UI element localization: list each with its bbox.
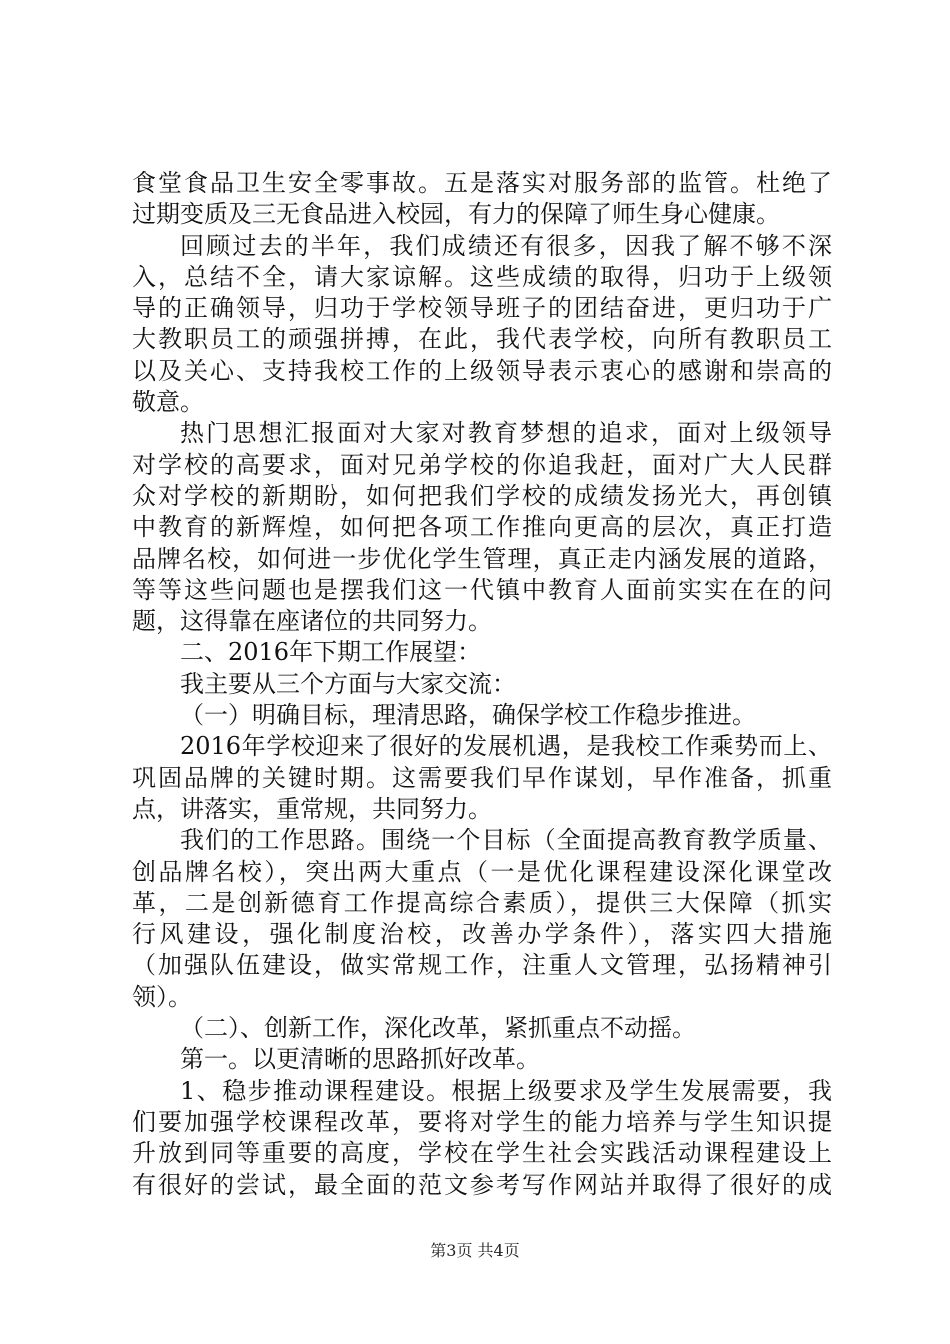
text-line: 有很好的尝试，最全面的范文参考写作网站并取得了很好的成 xyxy=(132,1170,832,1199)
text-line: 升放到同等重要的高度，学校在学生社会实践活动课程建设上 xyxy=(132,1139,832,1168)
text-line: 敬意。 xyxy=(132,388,204,417)
text-line: 以及关心、支持我校工作的上级领导表示衷心的感谢和崇高的 xyxy=(132,356,832,385)
document-body xyxy=(132,168,832,1201)
text-line: 我们的工作思路。围绕一个目标（全面提高教育教学质量、 xyxy=(180,826,832,855)
text-line: 入，总结不全，请大家谅解。这些成绩的取得，归功于上级领 xyxy=(132,262,832,291)
text-line: （二）、创新工作，深化改革，紧抓重点不动摇。 xyxy=(180,1014,696,1043)
text-line: 热门思想汇报面对大家对教育梦想的追求，面对上级领导 xyxy=(180,419,832,448)
text-line: （加强队伍建设，做实常规工作，注重人文管理，弘扬精神引 xyxy=(132,951,832,980)
text-line: 第一。以更清晰的思路抓好改革。 xyxy=(180,1045,540,1074)
text-line: （一）明确目标，理清思路，确保学校工作稳步推进。 xyxy=(180,701,756,730)
text-line: 题，这得靠在座诸位的共同努力。 xyxy=(132,607,492,636)
text-line: 导的正确领导，归功于学校领导班子的团结奋进，更归功于广 xyxy=(132,294,832,323)
text-line: 二、2016年下期工作展望： xyxy=(180,638,482,667)
text-line: 巩固品牌的关键时期。这需要我们早作谋划，早作准备，抓重 xyxy=(132,763,832,792)
page-number-label: 第3页 共4页 xyxy=(430,1241,520,1260)
text-line: 中教育的新辉煌，如何把各项工作推向更高的层次，真正打造 xyxy=(132,513,832,542)
text-line: 们要加强学校课程改革，要将对学生的能力培养与学生知识提 xyxy=(132,1107,832,1136)
text-line: 我主要从三个方面与大家交流： xyxy=(180,669,516,698)
text-line: 品牌名校，如何进一步优化学生管理，真正走内涵发展的道路， xyxy=(132,544,832,573)
page-footer xyxy=(0,1240,950,1262)
text-line: 众对学校的新期盼，如何把我们学校的成绩发扬光大，再创镇 xyxy=(132,481,832,510)
text-line: 2016年学校迎来了很好的发展机遇，是我校工作乘势而上、 xyxy=(180,732,832,761)
text-line: 等等这些问题也是摆我们这一代镇中教育人面前实实在在的问 xyxy=(132,575,832,604)
text-line: 点，讲落实，重常规，共同努力。 xyxy=(132,794,492,823)
text-line: 领）。 xyxy=(132,982,192,1011)
text-line: 回顾过去的半年，我们成绩还有很多，因我了解不够不深 xyxy=(180,231,832,260)
text-line: 过期变质及三无食品进入校园，有力的保障了师生身心健康。 xyxy=(132,200,780,229)
text-line: 行风建设，强化制度治校，改善办学条件），落实四大措施 xyxy=(132,920,832,949)
text-line: 大教职员工的顽强拼搏，在此，我代表学校，向所有教职员工 xyxy=(132,325,832,354)
text-line: 革，二是创新德育工作提高综合素质），提供三大保障（抓实 xyxy=(132,888,832,917)
text-line: 创品牌名校），突出两大重点（一是优化课程建设深化课堂改 xyxy=(132,857,832,886)
text-line: 对学校的高要求，面对兄弟学校的你追我赶，面对广大人民群 xyxy=(132,450,832,479)
text-line: 1、稳步推动课程建设。根据上级要求及学生发展需要，我 xyxy=(180,1076,832,1105)
text-line: 食堂食品卫生安全零事故。五是落实对服务部的监管。杜绝了 xyxy=(132,169,832,197)
